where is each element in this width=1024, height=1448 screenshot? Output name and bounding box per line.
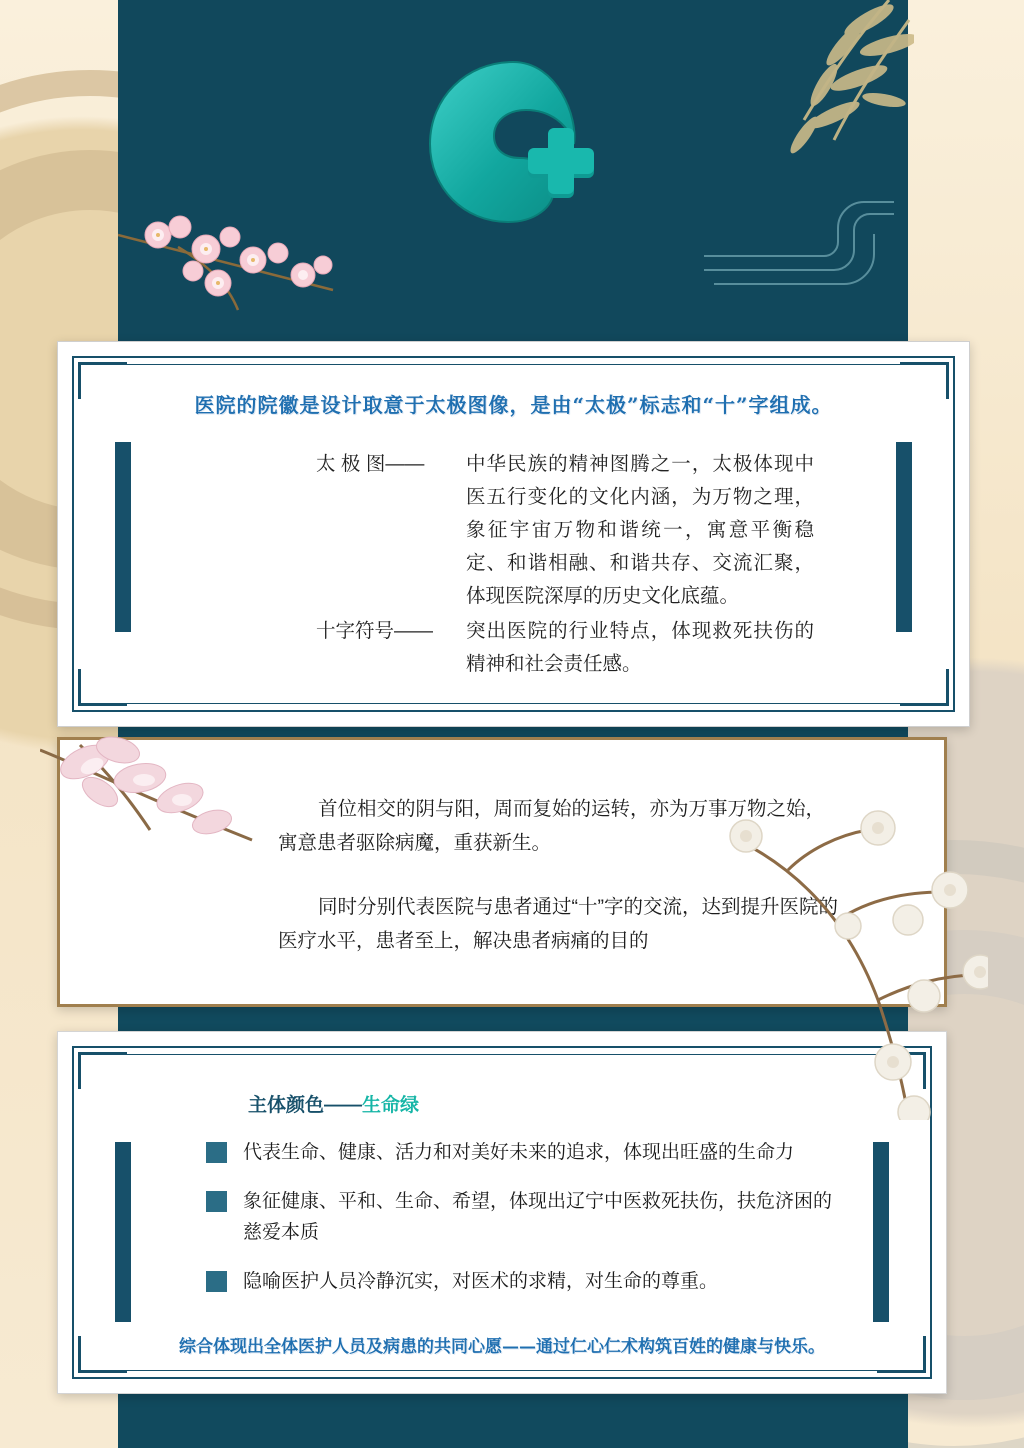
side-tab-right (896, 442, 912, 632)
definition-row (316, 448, 814, 613)
definition-description: 突出医院的行业特点，体现救死扶伤的精神和社会责任感。 (466, 620, 814, 675)
cloud-pattern-icon (694, 200, 904, 290)
list-item-text: 象征健康、平和、生命、希望，体现出辽宁中医救死扶伤，扶危济困的慈爱本质 (243, 1191, 833, 1243)
definition-row (316, 615, 814, 681)
color-title-highlight: 生命绿 (362, 1095, 420, 1116)
side-tab-right (873, 1142, 889, 1322)
bullet-square-icon (206, 1191, 227, 1212)
color-title-prefix: 主体颜色—— (248, 1095, 363, 1116)
list-item (206, 1137, 836, 1168)
frame-corner-bottom-left (78, 669, 127, 706)
definition-list (316, 448, 814, 683)
card2-paragraph: 首位相交的阴与阳，周而复始的运转，亦为万事万物之始，寓意患者驱除病魔，重获新生。 (278, 798, 826, 854)
list-item-text: 隐喻医护人员冷静沉实，对医术的求精，对生命的尊重。 (243, 1271, 719, 1292)
list-item (206, 1186, 836, 1248)
list-item-text: 代表生命、健康、活力和对美好未来的追求，体现出旺盛的生命力 (243, 1142, 795, 1163)
cotton-branch-decoration-icon (728, 800, 988, 1120)
cherry-blossom-decoration-icon (118, 205, 348, 335)
magnolia-decoration-left-icon (40, 730, 255, 860)
color-section-title (248, 1090, 419, 1117)
card2-paragraph: 同时分别代表医院与患者通过“十”字的交流，达到提升医院的医疗水平，患者至上，解决患者病痛的目的 (278, 896, 838, 952)
definition-term: 太 极 图—— (316, 453, 425, 475)
card1-title: 医院的院徽是设计取意于太极图像，是由“太极”标志和“十”字组成。 (194, 393, 833, 417)
bullet-square-icon (206, 1142, 227, 1163)
color-bullet-list (206, 1137, 836, 1315)
bullet-square-icon (206, 1271, 227, 1292)
hospital-logo (408, 48, 618, 238)
frame-corner-bottom-right (900, 669, 949, 706)
side-tab-left (115, 442, 131, 632)
list-item (206, 1266, 836, 1297)
definition-term: 十字符号—— (316, 620, 434, 642)
side-tab-left (115, 1142, 131, 1322)
frame-corner-top-left (78, 1052, 127, 1089)
card3-footer-text: 综合体现出全体医护人员及病患的共同心愿——通过仁心仁术构筑百姓的健康与快乐。 (179, 1337, 825, 1357)
definition-description: 中华民族的精神图腾之一，太极体现中医五行变化的文化内涵，为万物之理，象征宇宙万物和谐统一，寓意平衡稳定、和谐相融、和谐共存、交流汇聚，体现医院深厚的历史文化底蕴。 (466, 453, 814, 607)
logo-meaning-card (57, 341, 970, 727)
bamboo-decoration-icon (684, 0, 914, 220)
taiji-cross-icon (408, 48, 618, 238)
